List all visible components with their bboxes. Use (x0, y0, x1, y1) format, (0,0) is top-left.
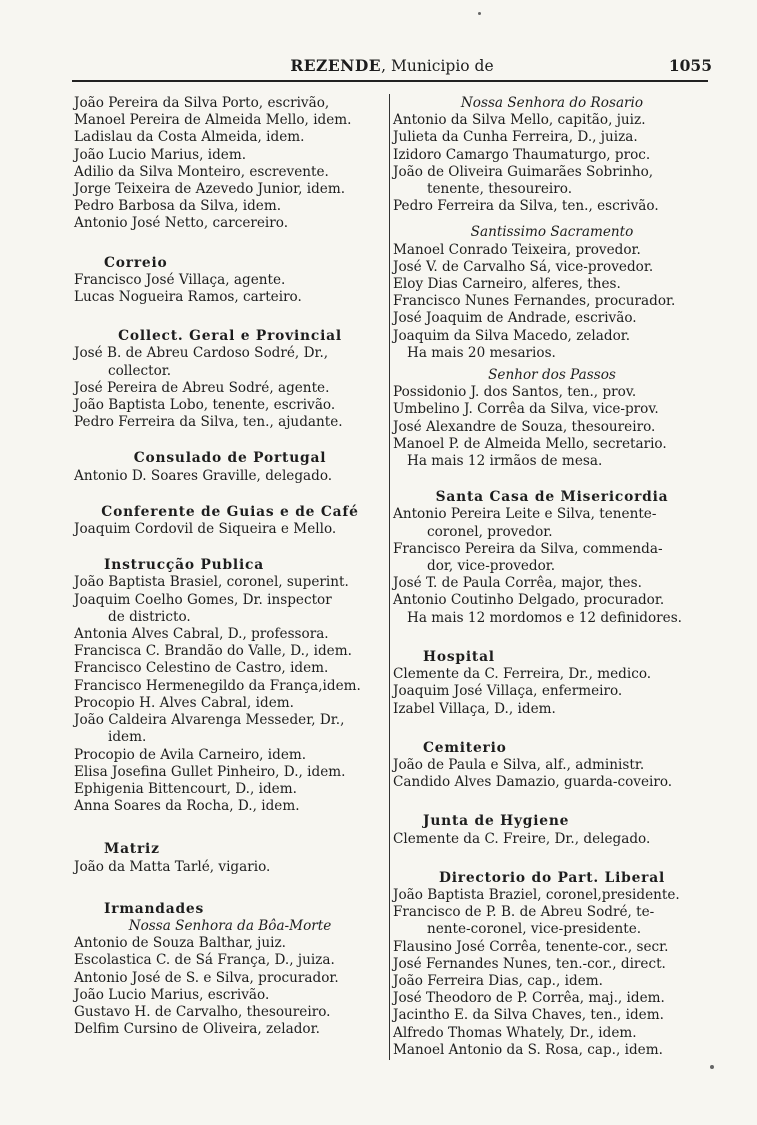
list-item: Francisca C. Brandão do Valle, D., idem. (74, 643, 352, 660)
list-item: Escolastica C. de Sá França, D., juiza. (74, 952, 335, 969)
page-number: 1055 (668, 56, 712, 75)
section-consulado (74, 450, 386, 484)
section-heading: Matriz (104, 841, 160, 858)
list-item: Gustavo H. de Carvalho, thesoureiro. (74, 1003, 331, 1020)
ink-speck (710, 1065, 714, 1069)
section-directorio (393, 870, 711, 1059)
list-item: Pedro Ferreira da Silva, ten., ajudante. (74, 414, 343, 431)
list-item: José Joaquim de Andrade, escrivão. (393, 310, 637, 327)
list-item: Clemente da C. Ferreira, Dr., medico. (393, 666, 652, 683)
list-item: Antonio Pereira Leite e Silva, tenente- (393, 506, 657, 523)
section-sacramento (393, 224, 711, 362)
section-hygiene (393, 813, 711, 847)
list-item: Flausino José Corrêa, tenente-cor., secr. (393, 938, 669, 955)
list-item: Antonio José de S. e Silva, procurador. (74, 969, 339, 986)
list-item: João de Oliveira Guimarães Sobrinho, (393, 163, 654, 180)
list-item: João Lucio Marius, escrivão. (74, 986, 270, 1003)
section-heading: Hospital (423, 648, 495, 665)
list-item: Anna Soares da Rocha, D., idem. (74, 798, 300, 815)
list-item: Manoel P. de Almeida Mello, secretario. (393, 435, 667, 452)
list-note: Ha mais 20 mesarios. (407, 344, 556, 361)
list-item: Alfredo Thomas Whately, Dr., idem. (393, 1024, 637, 1041)
section-passos (393, 367, 711, 470)
section-cemiterio (393, 740, 711, 792)
section-heading: Conferente de Guias e de Café (101, 503, 359, 520)
list-note: Ha mais 12 irmãos de mesa. (407, 453, 603, 470)
list-note: Ha mais 12 mordomos e 12 definidores. (407, 609, 682, 626)
list-item: Jacintho E. da Silva Chaves, ten., idem. (393, 1007, 664, 1024)
list-item: José T. de Paula Corrêa, major, thes. (393, 575, 642, 592)
list-item: José Pereira de Abreu Sodré, agente. (74, 379, 330, 396)
header-rule (72, 80, 708, 82)
section-heading: Santa Casa de Misericordia (435, 489, 669, 506)
list-item: Francisco Hermenegildo da França,idem. (74, 677, 361, 694)
list-item: Julieta da Cunha Ferreira, D., juiza. (393, 129, 638, 146)
section-hospital (393, 649, 711, 718)
list-item-continuation: idem. (108, 729, 147, 746)
section-heading: Correio (104, 254, 168, 271)
list-item-continuation: tenente, thesoureiro. (427, 181, 573, 198)
list-item: José B. de Abreu Cardoso Sodré, Dr., (74, 345, 329, 362)
section-heading: Irmandades (104, 900, 205, 917)
section-heading: Collect. Geral e Provincial (118, 328, 342, 345)
section-heading: Consulado de Portugal (133, 450, 327, 467)
list-item: Clemente da C. Freire, Dr., delegado. (393, 830, 651, 847)
page-header (72, 56, 712, 76)
list-item: Procopio H. Alves Cabral, idem. (74, 694, 294, 711)
list-item: Delfim Cursino de Oliveira, zelador. (74, 1021, 320, 1038)
section-heading: Cemiterio (423, 739, 507, 756)
list-item-continuation: nente-coronel, vice-presidente. (427, 921, 642, 938)
list-item: Manoel Conrado Teixeira, provedor. (393, 241, 641, 258)
list-item: Procopio de Avila Carneiro, idem. (74, 746, 307, 763)
list-item: Izabel Villaça, D., idem. (393, 700, 556, 717)
list-item: Candido Alves Damazio, guarda-coveiro. (393, 774, 673, 791)
list-item: Francisco Nunes Fernandes, procurador. (393, 293, 676, 310)
ink-speck (478, 12, 481, 15)
list-item: Adilio da Silva Monteiro, escrevente. (74, 163, 329, 180)
list-item-continuation: collector. (108, 362, 172, 379)
section-heading: Instrucção Publica (104, 557, 264, 574)
section-collectoria (74, 328, 386, 431)
list-item-continuation: dor, vice-provedor. (427, 558, 556, 575)
list-item: Antonia Alves Cabral, D., professora. (74, 626, 329, 643)
list-item: Joaquim Cordovil de Siqueira e Mello. (74, 521, 337, 538)
list-item: João Baptista Braziel, coronel,presidente. (393, 886, 680, 903)
list-item: Manoel Pereira de Almeida Mello, idem. (74, 112, 352, 129)
section-misericordia (393, 489, 711, 627)
list-item: João Baptista Lobo, tenente, escrivão. (74, 397, 336, 414)
section-subheading: Senhor dos Passos (488, 367, 616, 384)
list-item-continuation: de districto. (108, 608, 191, 625)
list-item: João Ferreira Dias, cap., idem. (393, 972, 603, 989)
list-item: Antonio José Netto, carcereiro. (74, 215, 289, 232)
list-item: Pedro Ferreira da Silva, ten., escrivão. (393, 198, 659, 215)
list-item: Umbelino J. Corrêa da Silva, vice-prov. (393, 401, 659, 418)
section-subheading: Nossa Senhora da Bôa-Morte (128, 917, 332, 934)
list-item: Elisa Josefina Gullet Pinheiro, D., idem. (74, 763, 346, 780)
list-item: Lucas Nogueira Ramos, carteiro. (74, 289, 302, 306)
list-item: Antonio de Souza Balthar, juiz. (74, 935, 286, 952)
section-correio (74, 255, 386, 307)
list-item: José Fernandes Nunes, ten.-cor., direct. (393, 955, 666, 972)
list-item: Joaquim Coelho Gomes, Dr. inspector (74, 591, 332, 608)
section-subheading: Nossa Senhora do Rosario (460, 95, 644, 111)
opening-list (74, 95, 386, 233)
section-irmandades (74, 901, 386, 1039)
list-item: Jorge Teixeira de Azevedo Junior, idem. (74, 181, 346, 198)
list-item: João Caldeira Alvarenga Messeder, Dr., (74, 712, 345, 729)
list-item: José Theodoro de P. Corrêa, maj., idem. (393, 990, 665, 1007)
list-item: João Lucio Marius, idem. (74, 146, 247, 163)
list-item: Eloy Dias Carneiro, alferes, thes. (393, 276, 621, 293)
list-item: José V. de Carvalho Sá, vice-provedor. (393, 258, 654, 275)
list-item: Francisco José Villaça, agente. (74, 271, 286, 288)
left-column (74, 95, 386, 1038)
list-item: João Pereira da Silva Porto, escrivão, (74, 95, 330, 111)
list-item: Antonio D. Soares Graville, delegado. (74, 467, 333, 484)
list-item: Possidonio J. dos Santos, ten., prov. (393, 384, 637, 401)
list-item: Pedro Barbosa da Silva, idem. (74, 198, 282, 215)
section-subheading: Santissimo Sacramento (470, 224, 634, 241)
section-heading: Junta de Hygiene (423, 813, 570, 830)
list-item: José Alexandre de Souza, thesoureiro. (393, 418, 656, 435)
list-item: João de Paula e Silva, alf., administr. (393, 756, 645, 773)
list-item: Ephigenia Bittencourt, D., idem. (74, 780, 297, 797)
list-item: João Baptista Brasiel, coronel, superint. (74, 574, 349, 591)
section-heading: Directorio do Part. Liberal (438, 869, 665, 886)
list-item: Ladislau da Costa Almeida, idem. (74, 129, 305, 146)
right-column (393, 95, 711, 1059)
list-item: Francisco de P. B. de Abreu Sodré, te- (393, 904, 655, 921)
column-divider (389, 94, 390, 1060)
section-rosario (393, 95, 711, 215)
list-item: Francisco Pereira da Silva, commenda- (393, 540, 663, 557)
list-item-continuation: coronel, provedor. (427, 523, 553, 540)
town-name: REZENDE (290, 56, 382, 75)
list-item: Joaquim José Villaça, enfermeiro. (393, 683, 623, 700)
list-item: João da Matta Tarlé, vigario. (74, 858, 271, 875)
list-item: Izidoro Camargo Thaumaturgo, proc. (393, 146, 651, 163)
list-item: Antonio da Silva Mello, capitão, juiz. (393, 112, 646, 129)
list-item: Francisco Celestino de Castro, idem. (74, 660, 329, 677)
title-rest: , Municipio de (381, 57, 494, 75)
list-item: Joaquim da Silva Macedo, zelador. (393, 327, 631, 344)
list-item: Antonio Coutinho Delgado, procurador. (393, 592, 665, 609)
section-instrucao (74, 557, 386, 815)
list-item: Manoel Antonio da S. Rosa, cap., idem. (393, 1041, 663, 1058)
section-conferente (74, 504, 386, 538)
section-matriz (74, 841, 386, 875)
running-title (72, 56, 712, 75)
